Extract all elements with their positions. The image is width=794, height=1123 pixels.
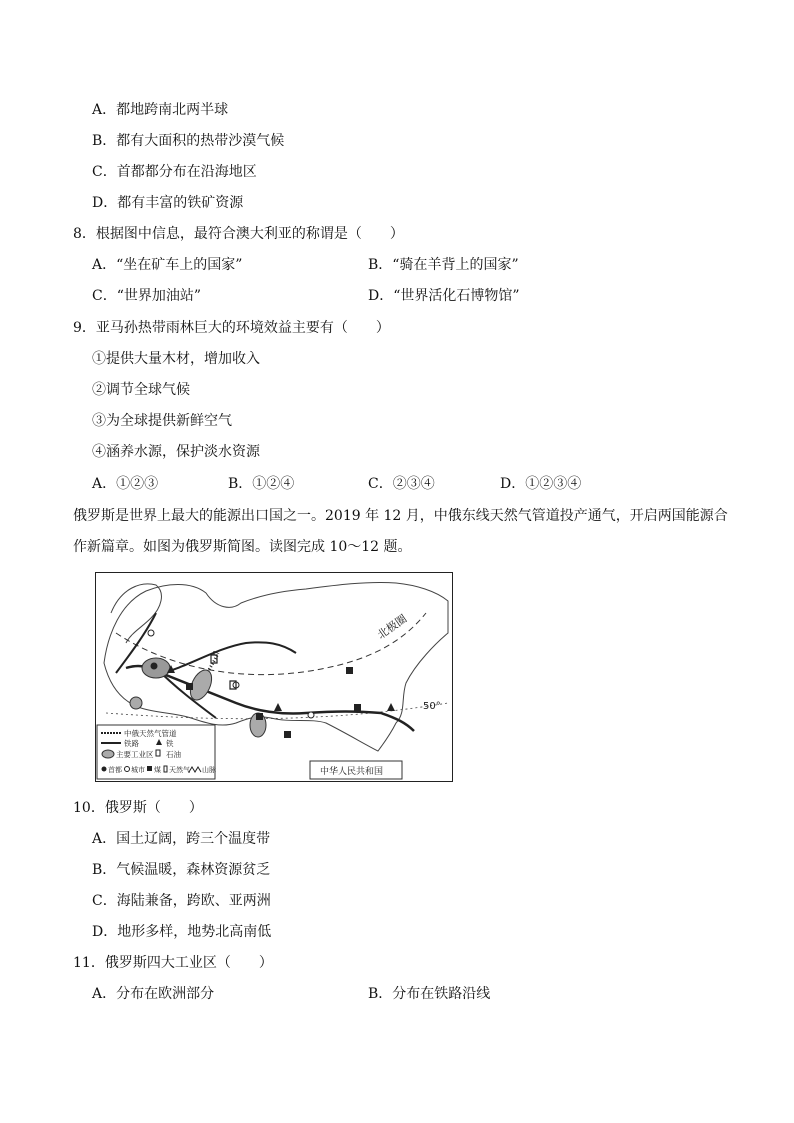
q8-stem: 8．根据图中信息，最符合澳大利亚的称谓是（ ） — [73, 226, 404, 242]
q10-stem: 10．俄罗斯（ ） — [73, 800, 203, 816]
capital-marker — [151, 663, 158, 670]
iron-marker — [274, 703, 282, 711]
russia-map — [95, 572, 453, 782]
legend-capital-symbol — [102, 767, 107, 772]
q9-stem: 9．亚马孙热带雨林巨大的环境效益主要有（ ） — [73, 320, 390, 336]
q8-option-c: C．“世界加油站” — [92, 288, 202, 304]
q7-option-c: C．首都都分布在沿海地区 — [92, 164, 257, 180]
q8-option-b: B．“骑在羊背上的国家” — [368, 257, 519, 273]
q10-option-b: B．气候温暖，森林资源贫乏 — [92, 862, 271, 878]
legend-coal-symbol — [147, 766, 152, 771]
q10-option-d: D．地形多样，地势北高南低 — [92, 924, 272, 940]
coal-marker — [256, 713, 263, 720]
legend-mountain-label: 山脉 — [202, 766, 216, 774]
arctic-circle-label: 北极圈 — [374, 612, 410, 642]
intro-line-2: 作新篇章。如图为俄罗斯简图。读图完成 10～12 题。 — [73, 539, 412, 555]
q11-option-b: B．分布在铁路沿线 — [368, 986, 491, 1002]
q9-item-4: ④涵养水源，保护淡水资源 — [92, 444, 260, 460]
coal-marker — [354, 704, 361, 711]
q9-option-b: B．①②④ — [228, 476, 295, 492]
industrial-area — [130, 697, 142, 709]
intro-line-1: 俄罗斯是世界上最大的能源出口国之一。2019 年 12 月，中俄东线天然气管道投产通气，开启两国能源合 — [73, 508, 728, 524]
coal-marker — [346, 667, 353, 674]
russia-map-graphic — [96, 573, 451, 780]
q11-option-a: A．分布在欧洲部分 — [92, 986, 215, 1002]
latitude-label: 50° — [423, 701, 441, 712]
q7-option-b: B．都有大面积的热带沙漠气候 — [92, 133, 285, 149]
coal-marker — [284, 731, 291, 738]
city-marker — [308, 712, 314, 718]
q9-item-3: ③为全球提供新鲜空气 — [92, 413, 232, 429]
q10-option-c: C．海陆兼备，跨欧、亚两洲 — [92, 893, 271, 909]
legend-pipeline-label: 中俄天然气管道 — [124, 729, 177, 738]
q11-stem: 11．俄罗斯四大工业区（ ） — [73, 955, 273, 971]
railway-line — [161, 642, 296, 673]
railway-line — [126, 666, 414, 731]
legend-industrial-label: 主要工业区 — [116, 750, 154, 759]
legend-oil-label: 石油 — [166, 750, 181, 759]
china-label: 中华人民共和国 — [320, 767, 384, 777]
legend-gas-label: 天然气 — [169, 766, 190, 774]
legend-railway-label: 铁路 — [124, 739, 139, 748]
legend-iron-label: 铁 — [166, 739, 174, 748]
coal-marker — [186, 683, 193, 690]
legend-city-symbol — [125, 767, 130, 772]
legend-coal-label: 煤 — [154, 766, 161, 774]
iron-marker — [387, 703, 395, 711]
legend-capital-label: 首都 — [108, 766, 122, 774]
q7-option-a: A．都地跨南北两半球 — [92, 102, 229, 118]
q9-option-a: A．①②③ — [92, 476, 159, 492]
q10-option-a: A．国土辽阔，跨三个温度带 — [92, 831, 271, 847]
city-marker — [148, 630, 154, 636]
q9-item-2: ②调节全球气候 — [92, 382, 190, 398]
q8-option-d: D．“世界活化石博物馆” — [368, 288, 520, 304]
q9-option-c: C．②③④ — [368, 476, 435, 492]
q7-option-d: D．都有丰富的铁矿资源 — [92, 195, 244, 211]
legend-city-label: 城市 — [131, 766, 145, 774]
q8-option-a: A．“坐在矿车上的国家” — [92, 257, 243, 273]
q9-item-1: ①提供大量木材，增加收入 — [92, 351, 260, 367]
legend-industrial-symbol — [102, 750, 114, 758]
q9-option-d: D．①②③④ — [500, 476, 582, 492]
